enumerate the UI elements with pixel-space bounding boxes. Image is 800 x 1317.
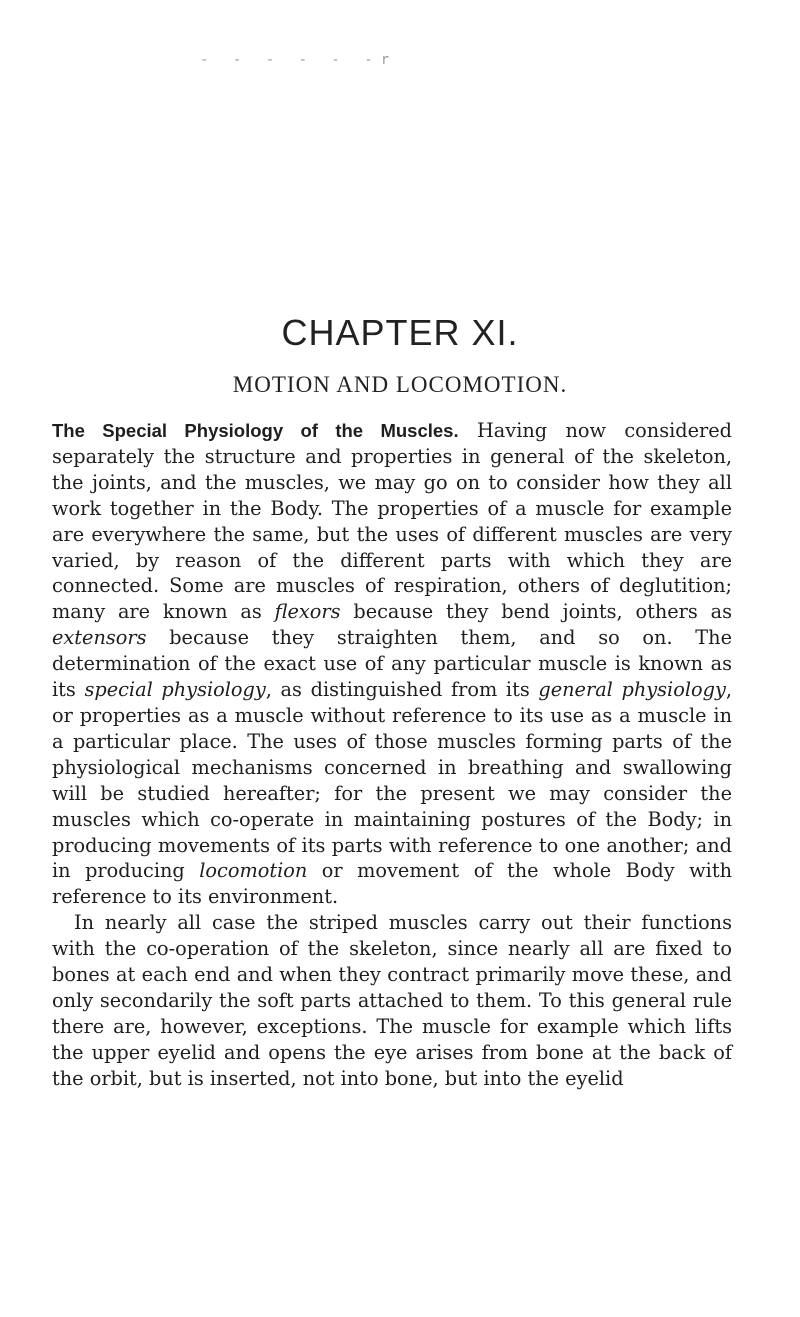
paragraph-1-text: because they bend joints, others as bbox=[340, 600, 732, 624]
paragraph-1-text: Having now considered separately the structure and properties in general of the skeleton, the joints, and the muscles, we may go on to consider how they all work together in the Body. The properties of a muscle for example are everywhere the same, but the uses of different muscles are very varied, by reason of the different parts with which they are connected. Some are muscles of respiration, others of deglutition; many are known as bbox=[52, 419, 732, 624]
term-general-physiology: general physiology bbox=[538, 678, 726, 702]
paragraph-1-text: , as distinguished from its bbox=[265, 678, 539, 702]
run-in-heading: The Special Physiology of the Muscles. bbox=[52, 420, 459, 441]
page-header-marks: - - - - - -r bbox=[200, 52, 398, 68]
paragraph-1 bbox=[52, 418, 732, 910]
term-locomotion: locomotion bbox=[199, 859, 308, 883]
chapter-subtitle: MOTION AND LOCOMOTION. bbox=[232, 372, 568, 397]
paragraph-1-text: because they straighten them, and so on. The determination of the exact use of any particular muscle is known as its bbox=[52, 626, 732, 702]
paragraph-2: In nearly all case the striped muscles carry out their functions with the co-operation of the skeleton, since nearly all are fixed to bones at each end and when they contract primarily move these, and only secondarily the soft parts attached to them. To this general rule there are, however, exceptions. The muscle for example which lifts the upper eyelid and opens the eye arises from bone at the back of the orbit, but is inserted, not into bone, but into the eyelid bbox=[52, 911, 732, 1090]
body-text bbox=[52, 418, 732, 1092]
paragraph-1-text: or movement of the whole Body with reference to its environment. bbox=[52, 859, 733, 909]
term-special-physiology: special physiology bbox=[84, 678, 266, 702]
term-flexors: flexors bbox=[274, 600, 341, 624]
paragraph-1-text: , or properties as a muscle without reference to its use as a muscle in a particular place. The uses of those muscles forming parts of the physiological mechanisms concerned in breathing and swallowing will be studied hereafter; for the present we may consider the muscles which co-operate in maintaining postures of the Body; in producing movements of its parts with reference to one another; and in producing bbox=[52, 678, 732, 883]
chapter-title: CHAPTER XI. bbox=[281, 312, 519, 353]
term-extensors: extensors bbox=[52, 626, 147, 650]
